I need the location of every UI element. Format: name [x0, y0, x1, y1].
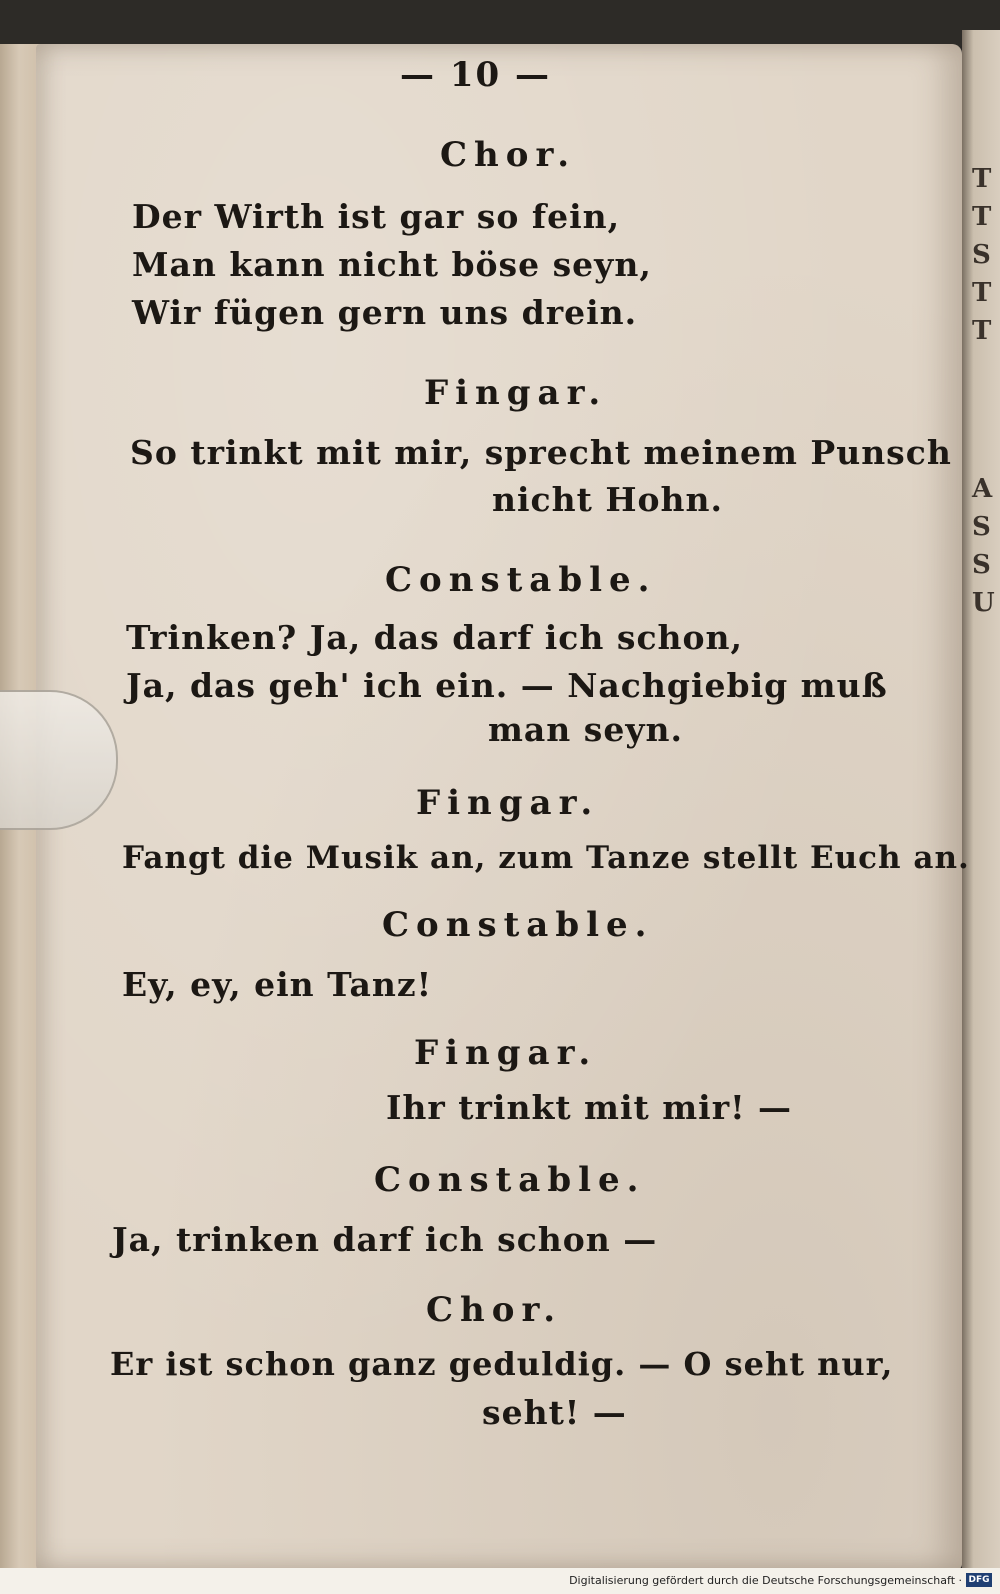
fragment-letter: A [972, 474, 993, 504]
verse-line: Ja, trinken darf ich schon — [112, 1220, 658, 1259]
verse-line: Er ist schon ganz geduldig. — O seht nur, [110, 1345, 894, 1383]
verse-line: nicht Hohn. [492, 480, 724, 519]
speaker-name: Constable. [385, 560, 657, 600]
fragment-letter: S [972, 512, 991, 542]
fragment-letter: U [972, 588, 995, 618]
speaker-name: Fingar. [424, 373, 608, 413]
fragment-letter: T [972, 278, 992, 308]
fragment-letter: T [972, 202, 992, 232]
verse-line: So trinkt mit mir, sprecht meinem Punsch [130, 433, 952, 472]
verse-line: Ja, das geh' ich ein. — Nachgiebig muß [126, 666, 888, 705]
speaker-name: Chor. [426, 1290, 563, 1330]
verse-line: Man kann nicht böse seyn, [132, 245, 652, 284]
fragment-letter: T [972, 316, 992, 346]
speaker-name: Fingar. [416, 783, 600, 823]
speaker-name: Constable. [374, 1160, 646, 1200]
verse-line: Der Wirth ist gar so fein, [132, 197, 621, 236]
verse-line: Fangt die Musik an, zum Tanze stellt Euch an. [122, 840, 970, 876]
verse-line: Wir fügen gern uns drein. [132, 293, 638, 332]
fragment-letter: S [972, 240, 991, 270]
speaker-name: Fingar. [414, 1033, 598, 1073]
speaker-name: Chor. [440, 135, 577, 175]
page-number: — 10 — [400, 55, 551, 95]
digitization-credit: Digitalisierung gefördert durch die Deutsche Forschungsgemeinschaft · [569, 1574, 962, 1587]
dfg-logo: DFG [966, 1573, 992, 1587]
verse-line: Ihr trinkt mit mir! — [386, 1088, 793, 1127]
verse-line: seht! — [482, 1393, 627, 1432]
verse-line: man seyn. [488, 710, 684, 749]
verse-line: Ey, ey, ein Tanz! [122, 965, 433, 1004]
fragment-letter: S [972, 550, 991, 580]
fragment-letter: T [972, 164, 992, 194]
verse-line: Trinken? Ja, das darf ich schon, [126, 618, 744, 657]
speaker-name: Constable. [382, 905, 654, 945]
